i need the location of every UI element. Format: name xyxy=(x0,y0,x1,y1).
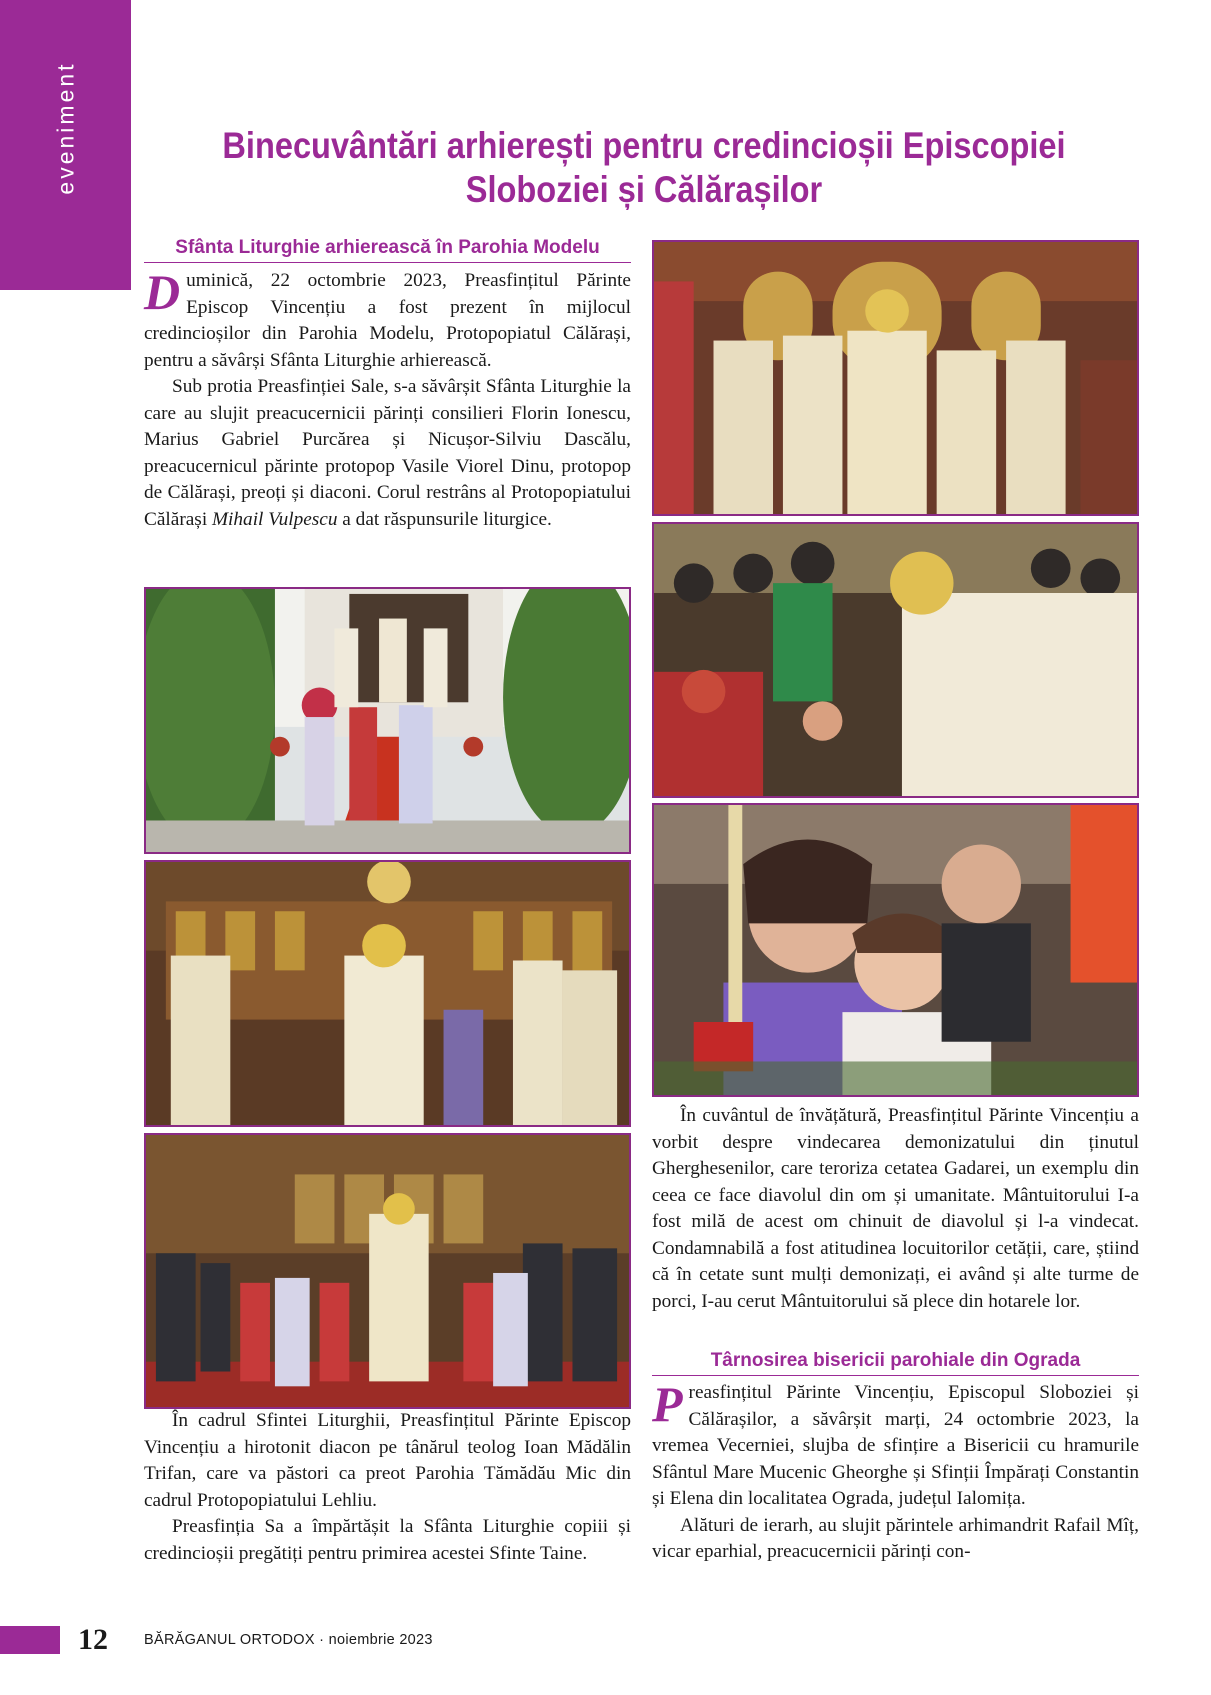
dropcap-d: D xyxy=(144,264,181,320)
article1-intro xyxy=(144,264,631,533)
article2-para1-text: reasfințitul Părinte Vincențiu, Episcopul Sloboziei și Călărașilor, a săvârșit marți, 24 octombrie 2023, la vremea Vecerniei, slujba de sfințire a Bisericii cu hramurile Sfântul Mare Mucenic Gheorghe și Sfinții Împărați Constantin și Elena din localitatea Ograda, județul Ialomița. xyxy=(652,1382,1139,1509)
photo-bishop-altar xyxy=(144,860,631,1127)
section-tab xyxy=(0,0,131,290)
article1-para4: Preasfinția Sa a împărtășit la Sfânta Liturghie copiii și credincioșii pregătiți pentru primirea acestei Sfinte Taine. xyxy=(144,1516,631,1564)
issue-date: · noiembrie 2023 xyxy=(314,1632,433,1648)
article1-para2-text: Sub protia Preasfinției Sale, s-a săvârșit Sfânta Liturghie la care au slujit preacucernicii părinți consilieri Florin Ionescu, Marius Gabriel Purcărea și Nicușor-Silviu Dascălu, preacucernicul părinte protopop Vasile Viorel Dinu, protopop de Călărași, preoți și diaconi. Corul restrâns al Protopopiatului Călărași xyxy=(144,376,631,530)
article1-para2-end: a dat răspunsurile liturgice. xyxy=(337,508,552,530)
article1-para3: În cadrul Sfintei Liturghii, Preasfințitul Părinte Episcop Vincențiu a hirotonit diacon pe tânărul teolog Ioan Mădălin Trifan, care va păstori ca preot Parohia Tămădău Mic din cadrul Protopopiatului Lehliu. xyxy=(144,1410,631,1511)
photo-mother-child xyxy=(652,803,1139,1097)
article1-para1 xyxy=(144,264,631,374)
article1-para5: În cuvântul de învățătură, Preasfințitul Părinte Vincențiu a vorbit despre vindecarea demonizatului din ținutul Gherghesenilor, care teroriza cetatea Gadarei, un exemplu din ceea ce face diavolul din om și umanitate. Mântuitorului I-a fost milă de acest om chinuit de diavolul și l-a vindecat. Condamnabilă a fost atitudinea locuitorilor cetății, care, știind că în cetate sunt mulți demonizați, ei având și alte turme de porci, I-au cerut Mântuitorului să plece din hotarele lor. xyxy=(652,1105,1139,1312)
photo-congregation xyxy=(144,1133,631,1409)
photo-church-entrance xyxy=(144,587,631,854)
publication-name: BĂRĂGANUL ORTODOX xyxy=(144,1632,315,1648)
footer-accent-bar xyxy=(0,1626,60,1654)
article1-ordination xyxy=(144,1408,631,1567)
section-label: eveniment xyxy=(52,61,79,195)
choir-name: Mihail Vulpescu xyxy=(212,508,338,530)
article2-heading: Târnosirea bisericii parohiale din Ograda xyxy=(652,1350,1139,1376)
article2-para1 xyxy=(652,1376,1139,1513)
photo-communion xyxy=(652,522,1139,798)
article2-body xyxy=(652,1376,1139,1566)
article1-para2 xyxy=(144,374,631,533)
article2-para2: Alături de ierarh, au slujit părintele arhimandrit Rafail Mîț, vicar eparhial, preacucernicii părinți con- xyxy=(652,1514,1139,1562)
footer-publication xyxy=(144,1632,433,1648)
article1-sermon xyxy=(652,1103,1139,1315)
article1-heading: Sfânta Liturghie arhierească în Parohia Modelu xyxy=(144,237,631,263)
photo-clergy-iconostasis xyxy=(652,240,1139,516)
page-title: Binecuvântări arhierești pentru credincioșii Episcopiei Sloboziei și Călărașilor xyxy=(222,125,1066,210)
page-number: 12 xyxy=(78,1623,108,1656)
article1-para1-text: uminică, 22 octombrie 2023, Preasfințitul Părinte Episcop Vincențiu a fost prezent în mijlocul credincioșilor din Parohia Modelu, Protopopiatul Călărași, pentru a săvârși Sfânta Liturghie arhierească. xyxy=(144,270,631,371)
dropcap-p: P xyxy=(652,1376,683,1432)
